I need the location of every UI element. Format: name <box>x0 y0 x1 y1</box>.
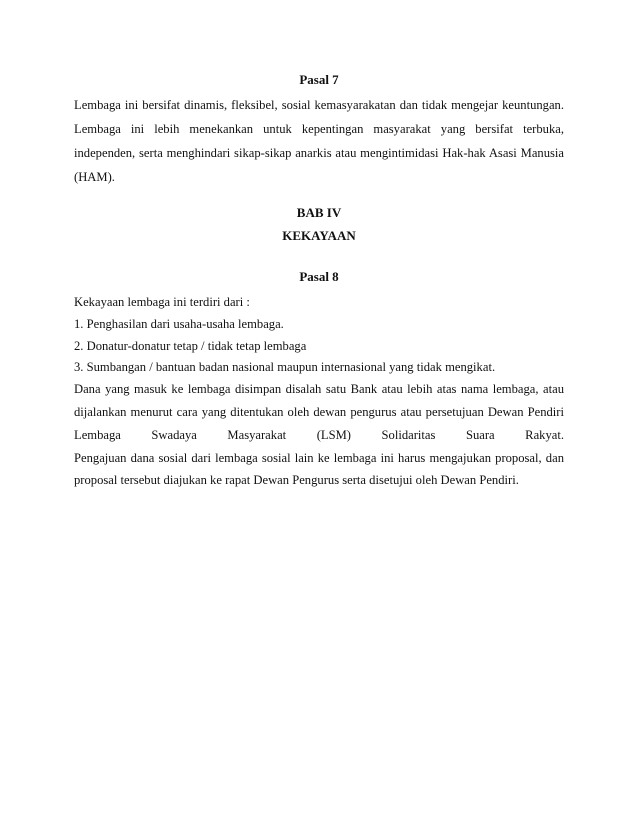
pasal-8-heading: Pasal 8 <box>299 269 339 284</box>
pasal-8-line-9: proposal tersebut diajukan ke rapat Dewan Pengurus serta disetujui oleh Dewan Pendiri. <box>74 473 519 487</box>
pasal-8-line-2: 1. Penghasilan dari usaha-usaha lembaga. <box>74 317 284 331</box>
pasal-7-line-3: independen, serta menghindari sikap-sikap anarkis atau mengintimidasi Hak-hak Asasi Manusia <box>74 146 564 160</box>
pasal-8-line-5: Dana yang masuk ke lembaga disimpan disalah satu Bank atau lebih atas nama lembaga, atau <box>74 382 564 396</box>
pasal-8-line-4: 3. Sumbangan / bantuan badan nasional maupun internasional yang tidak mengikat. <box>74 360 496 374</box>
pasal-8-line-3: 2. Donatur-donatur tetap / tidak tetap lembaga <box>74 339 307 353</box>
bab-title: KEKAYAAN <box>282 228 356 243</box>
pasal-8-line-1: Kekayaan lembaga ini terdiri dari : <box>74 295 250 309</box>
pasal-7-line-1: Lembaga ini bersifat dinamis, fleksibel, sosial kemasyarakatan dan tidak mengejar keuntungan. <box>74 98 564 112</box>
pasal-8-line-8: Pengajuan dana sosial dari lembaga sosial lain ke lembaga ini harus mengajukan proposal, dan <box>74 451 564 465</box>
pasal-8-line-7: Lembaga Swadaya Masyarakat (LSM) Solidaritas Suara Rakyat. <box>74 428 564 442</box>
pasal-7-line-2: Lembaga ini lebih menekankan untuk kepentingan masyarakat yang bersifat terbuka, <box>74 122 564 136</box>
bab-number: BAB IV <box>296 205 342 220</box>
pasal-7-line-4: (HAM). <box>74 170 115 184</box>
pasal-8-line-6: dijalankan menurut cara yang ditentukan oleh dewan pengurus atau persetujuan Dewan Pendiri <box>74 405 564 419</box>
pasal-7-heading: Pasal 7 <box>299 72 339 87</box>
